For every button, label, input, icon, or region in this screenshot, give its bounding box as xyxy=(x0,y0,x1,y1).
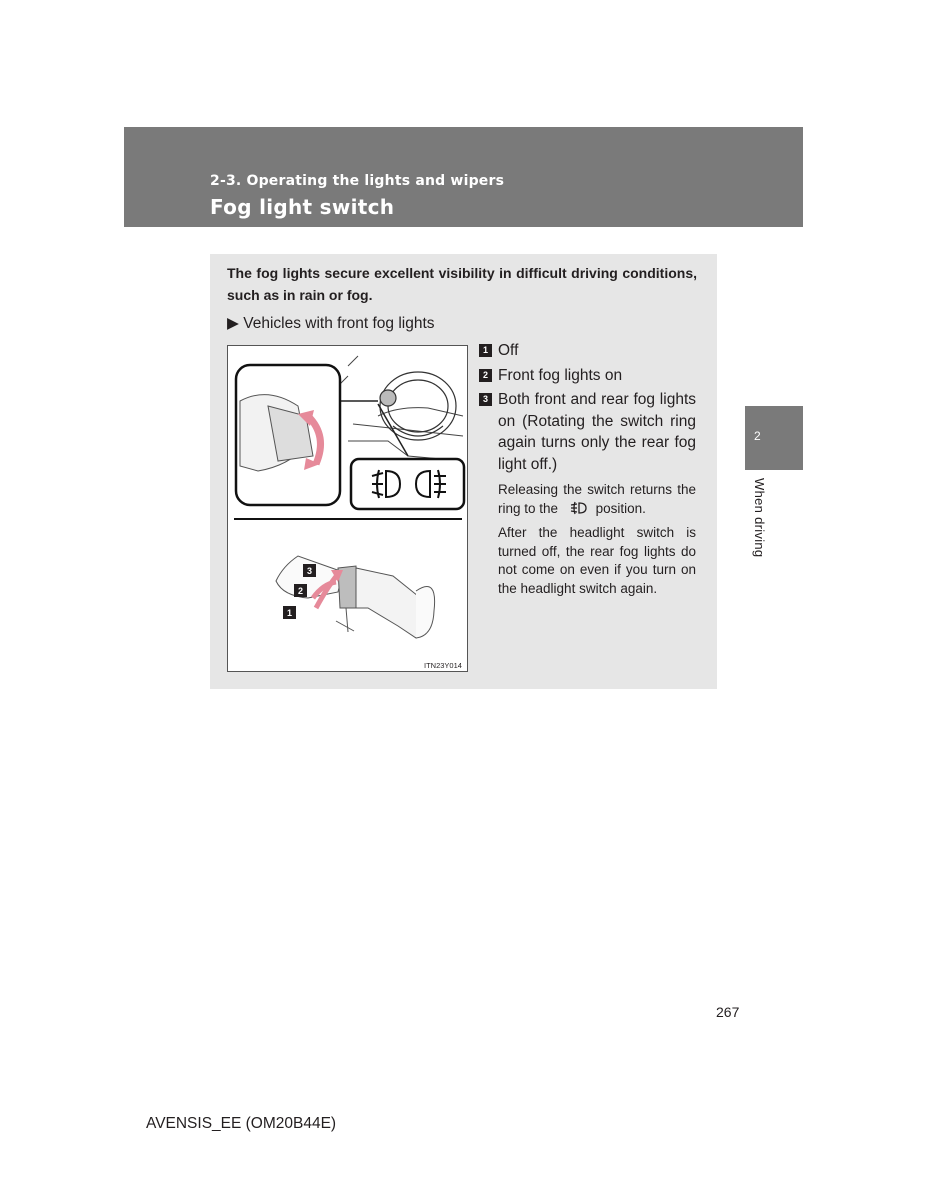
callout-1: 1 xyxy=(286,608,293,618)
front-fog-light-icon xyxy=(562,501,592,515)
step-text: Front fog lights on xyxy=(498,366,623,384)
step-item xyxy=(479,365,696,387)
footer-model-code: AVENSIS_EE (OM20B44E) xyxy=(146,1115,337,1132)
note-headlight-off: After the headlight switch is turned off, the rear fog lights do not come on even if you turn on the headlight switch again. xyxy=(498,525,696,596)
intro-text: The fog lights secure excellent visibility in difficult driving conditions, such as in rain or fog. xyxy=(227,265,697,303)
step-number: 3 xyxy=(479,393,492,406)
callout-3: 3 xyxy=(306,566,313,576)
step-number: 1 xyxy=(479,344,492,357)
fog-symbols-panel xyxy=(351,459,464,509)
variant-heading xyxy=(227,314,435,333)
page-number: 267 xyxy=(716,1004,740,1020)
fog-switch-illustration xyxy=(227,345,468,672)
page-title: Fog light switch xyxy=(210,195,395,219)
chapter-tab[interactable] xyxy=(745,406,803,470)
note-return-position xyxy=(479,481,696,518)
step-item xyxy=(479,340,696,362)
figure-code: ITN23Y014 xyxy=(424,661,462,670)
switch-closeup-icon xyxy=(236,365,340,505)
variant-label: Vehicles with front fog lights xyxy=(243,315,435,332)
content-box xyxy=(210,254,717,689)
step-number: 2 xyxy=(479,369,492,382)
step-text: Both front and rear fog lights on (Rotating the switch ring again turns only the rear fog light off.) xyxy=(498,391,696,473)
note-text: position. xyxy=(595,500,646,516)
steps-list xyxy=(479,340,696,598)
section-label: 2-3. Operating the lights and wipers xyxy=(210,173,505,189)
step-item xyxy=(479,389,696,475)
header-band xyxy=(124,127,803,227)
chapter-number: 2 xyxy=(754,429,761,443)
chapter-label: When driving xyxy=(752,478,767,558)
callout-2: 2 xyxy=(297,586,304,596)
step-text: Off xyxy=(498,342,519,359)
steering-wheel-icon xyxy=(380,372,456,440)
triangle-bullet-icon: ▶ xyxy=(227,315,239,332)
illustration-svg xyxy=(228,346,467,671)
note-text: Releasing the switch returns the ring to the xyxy=(498,482,696,516)
